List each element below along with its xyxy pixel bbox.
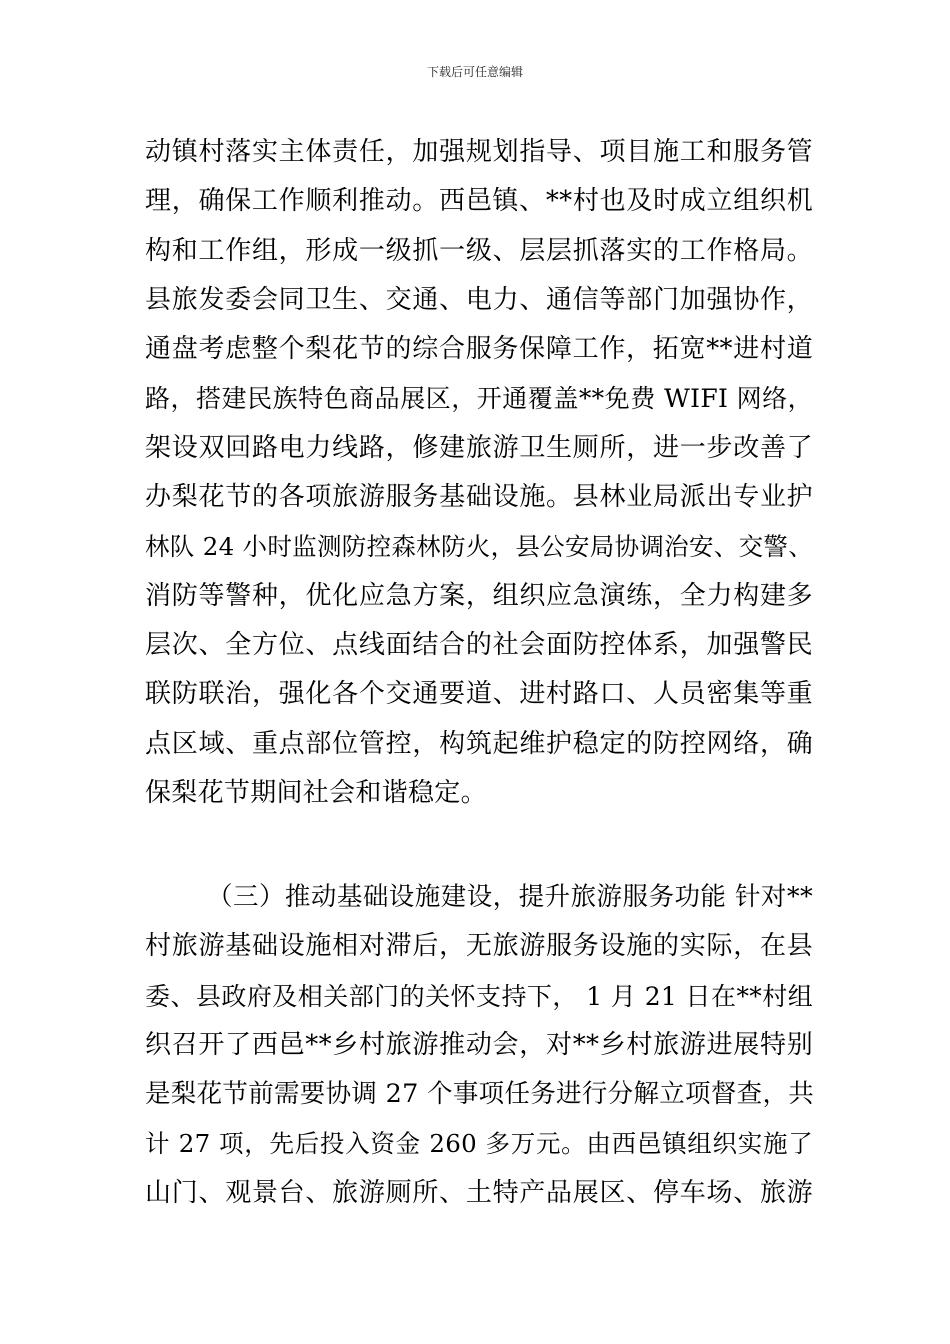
text-line: 通盘考虑整个梨花节的综合服务保障工作，拓宽**进村道 xyxy=(145,334,813,365)
paragraph-1 xyxy=(145,128,813,818)
text-line: 委、县政府及相关部门的关怀支持下， 1 月 21 日在**村组 xyxy=(145,981,813,1011)
paragraph-2 xyxy=(145,873,813,1218)
text-line: 村旅游基础设施相对滞后，无旅游服务设施的实际，在县 xyxy=(145,931,813,962)
text-line: 点区域、重点部位管控，构筑起维护稳定的防控网络，确 xyxy=(145,728,813,759)
text-line: 动镇村落实主体责任，加强规划指导、项目施工和服务管 xyxy=(145,137,813,167)
text-line: 是梨花节前需要协调 27 个事项任务进行分解立项督查，共 xyxy=(145,1079,815,1110)
section-heading-line: （三）推动基础设施建设，提升旅游服务功能 针对** xyxy=(207,882,813,912)
text-line: 计 27 项，先后投入资金 260 多万元。由西邑镇组织实施了 xyxy=(145,1129,813,1159)
text-line: 架设双回路电力线路，修建旅游卫生厕所，进一步改善了 xyxy=(145,432,813,463)
text-line: 织召开了西邑**乡村旅游推动会，对**乡村旅游进展特别 xyxy=(145,1029,813,1060)
text-line: 理，确保工作顺利推动。西邑镇、**村也及时成立组织机 xyxy=(145,186,813,217)
text-line: 联防联治，强化各个交通要道、进村路口、人员密集等重 xyxy=(145,679,813,710)
text-line: 办梨花节的各项旅游服务基础设施。县林业局派出专业护 xyxy=(145,482,813,513)
text-line: 构和工作组，形成一级抓一级、层层抓落实的工作格局。 xyxy=(145,235,813,266)
text-line: 山门、观景台、旅游厕所、土特产品展区、停车场、旅游 xyxy=(145,1177,813,1208)
text-line: 县旅发委会同卫生、交通、电力、通信等部门加强协作， xyxy=(145,284,813,315)
text-line: 消防等警种，优化应急方案，组织应急演练，全力构建多 xyxy=(145,580,813,611)
text-line: 保梨花节期间社会和谐稳定。 xyxy=(145,777,487,808)
text-line: 路，搭建民族特色商品展区，开通覆盖**免费 WIFI 网络， xyxy=(145,384,813,414)
page-header: 下载后可任意编辑 xyxy=(426,65,523,79)
text-line: 林队 24 小时监测防控森林防火，县公安局协调治安、交警、 xyxy=(145,532,813,562)
text-line: 层次、全方位、点线面结合的社会面防控体系，加强警民 xyxy=(145,629,813,660)
